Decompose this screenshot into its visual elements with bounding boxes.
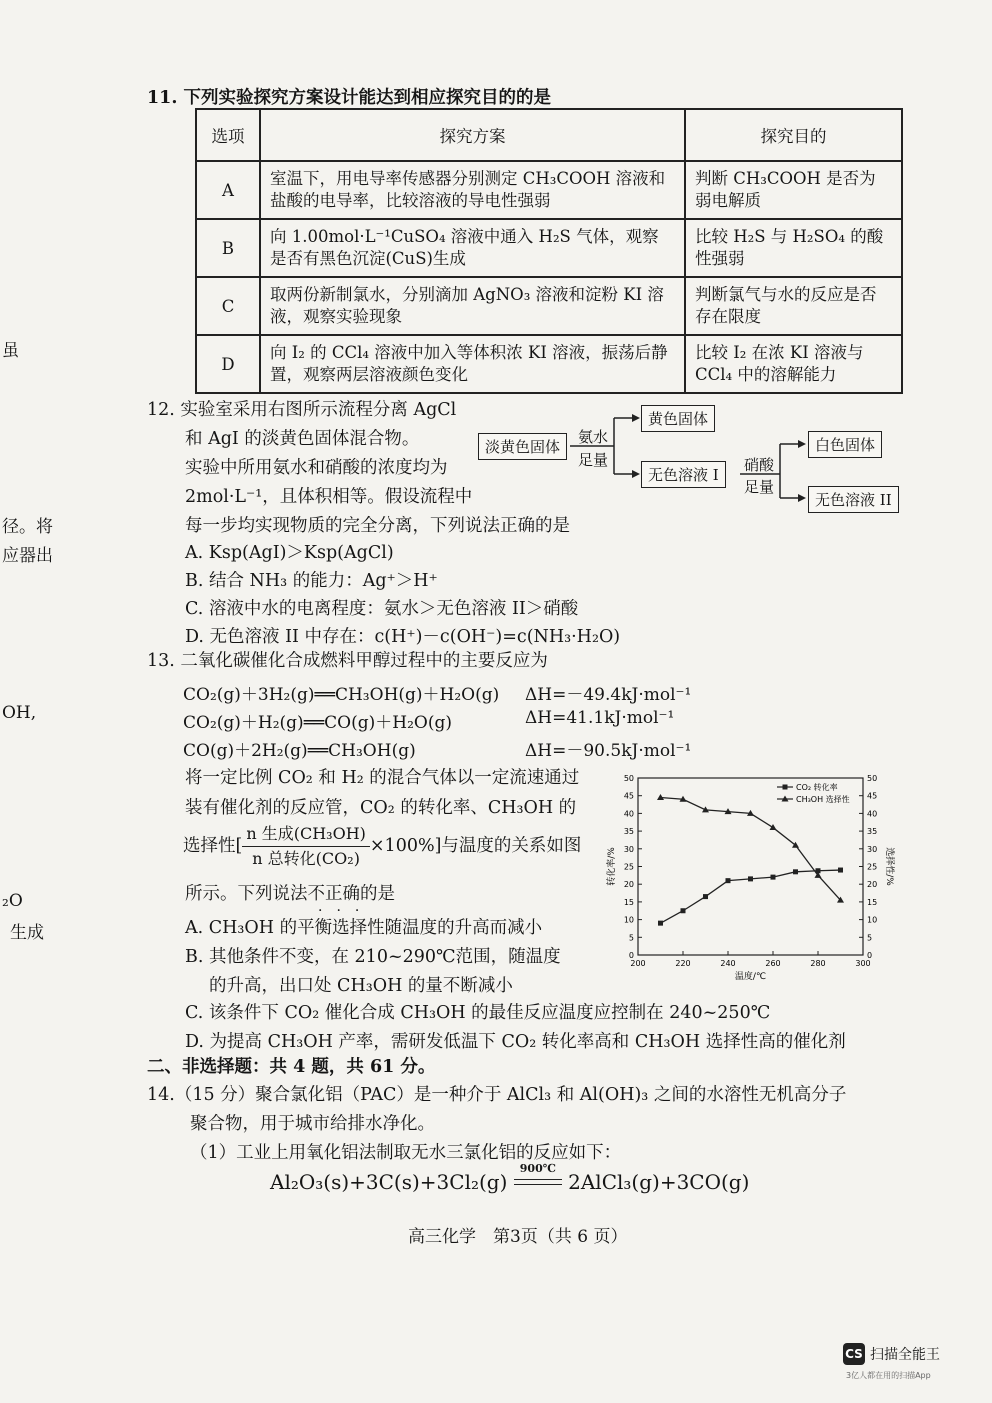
y-tick-label: 5 xyxy=(628,933,634,943)
x-tick-label: 240 xyxy=(720,959,736,968)
legend-label: CH₃OH 选择性 xyxy=(796,795,850,804)
data-point-square xyxy=(681,908,686,913)
y-tick-label-right: 20 xyxy=(867,880,878,890)
x-tick-label: 220 xyxy=(675,959,691,968)
y-tick-label: 15 xyxy=(623,897,634,907)
q13-para: 将一定比例 CO₂ 和 H₂ 的混合气体以一定流速通过 xyxy=(185,768,580,788)
q12-option: A. Ksp(AgI)＞Ksp(AgCl) xyxy=(185,543,394,563)
flow-white-solid-box: 白色固体 xyxy=(808,431,882,458)
eq-line-bottom xyxy=(514,1184,562,1185)
q14-equation xyxy=(270,1161,750,1194)
flow-reagent2-bottom: 足量 xyxy=(744,478,775,496)
equation-left: Al₂O₃(s)+3C(s)+3Cl₂(g) xyxy=(270,1170,508,1194)
flow-start-box: 淡黄色固体 xyxy=(478,433,567,460)
q12-line: 2mol·L⁻¹，且体积相等。假设流程中 xyxy=(185,487,473,507)
y-tick-label: 40 xyxy=(623,809,634,819)
y-axis-label-left: 转化率/% xyxy=(607,847,617,886)
x-tick-label: 280 xyxy=(810,959,826,968)
q12-line: 12. 实验室采用右图所示流程分离 AgCl xyxy=(147,400,457,420)
y-tick-label-right: 5 xyxy=(867,933,873,943)
scanner-name: 扫描全能王 xyxy=(870,1347,940,1363)
q14-line: （1）工业上用氧化铝法制取无水三氯化铝的反应如下： xyxy=(190,1143,622,1163)
q13-reaction-dh: ΔH=－49.4kJ·mol⁻¹ xyxy=(525,685,692,705)
edge-fragment: ₂O xyxy=(2,891,23,911)
q13-reaction-eq: CO(g)＋2H₂(g)══CH₃OH(g) xyxy=(183,741,416,761)
formula-fraction xyxy=(242,822,370,871)
q11-goal: 判断氯气与水的反应是否存在限度 xyxy=(685,277,902,335)
q11-option: A xyxy=(196,161,260,219)
q13-chart xyxy=(598,768,894,988)
flow-reagent1-bottom: 足量 xyxy=(578,451,609,469)
q13-para: 装有催化剂的反应管，CO₂ 的转化率、CH₃OH 的 xyxy=(185,798,577,818)
q11-option: C xyxy=(196,277,260,335)
legend-marker-square xyxy=(783,785,788,790)
q11-plan: 向 I₂ 的 CCl₄ 溶液中加入等体积浓 KI 溶液，振荡后静置，观察两层溶液颜色变化 xyxy=(260,335,685,393)
data-point-square xyxy=(703,894,708,899)
data-point-square xyxy=(793,869,798,874)
q12-option: C. 溶液中水的电离程度：氨水＞无色溶液 II＞硝酸 xyxy=(185,599,579,619)
y-tick-label-right: 30 xyxy=(867,844,878,854)
legend-label: CO₂ 转化率 xyxy=(796,783,838,792)
emphasis-dots: ··· xyxy=(318,903,374,919)
y-tick-label-right: 50 xyxy=(867,774,878,783)
q11-goal: 判断 CH₃COOH 是否为弱电解质 xyxy=(685,161,902,219)
data-point-square xyxy=(838,868,843,873)
edge-fragment: OH, xyxy=(2,703,37,723)
formula-suffix: ×100%]与温度的关系如图 xyxy=(369,836,582,856)
q13-option: A. CH₃OH 的平衡选择性随温度的升高而减小 xyxy=(185,918,543,938)
flow-reagent2-top: 硝酸 xyxy=(744,456,775,474)
y-tick-label-right: 15 xyxy=(867,897,878,907)
edge-fragment: 径。将 xyxy=(2,517,53,537)
edge-fragment: 虽 xyxy=(2,341,19,361)
fraction-numerator: n 生成(CH₃OH) xyxy=(242,822,370,847)
q13-option: D. 为提高 CH₃OH 产率，需研发低温下 CO₂ 转化率高和 CH₃OH 选择性高的催化剂 xyxy=(185,1032,846,1052)
fraction-denominator: n 总转化(CO₂) xyxy=(252,849,360,868)
q12-line: 实验中所用氨水和硝酸的浓度均为 xyxy=(185,458,448,478)
data-point-square xyxy=(748,876,753,881)
q13-selectivity-formula xyxy=(183,822,581,871)
q11-option: B xyxy=(196,219,260,277)
x-tick-label: 200 xyxy=(630,959,646,968)
q11-plan: 取两份新制氯水，分别滴加 AgNO₃ 溶液和淀粉 KI 溶液，观察实验现象 xyxy=(260,277,685,335)
data-point-square xyxy=(771,875,776,880)
q13-para: 所示。下列说法不正确的是 xyxy=(185,884,395,904)
y-tick-label: 0 xyxy=(628,951,634,960)
y-tick-label: 30 xyxy=(623,844,634,854)
scanner-tagline: 3亿人都在用的扫描App xyxy=(846,1371,931,1380)
data-point-square xyxy=(726,878,731,883)
scanner-logo: CS xyxy=(843,1343,865,1365)
y-tick-label-right: 40 xyxy=(867,809,878,819)
q13-option: C. 该条件下 CO₂ 催化合成 CH₃OH 的最佳反应温度应控制在 240~250℃ xyxy=(185,1003,771,1023)
formula-prefix: 选择性[ xyxy=(183,836,243,856)
y-tick-label: 20 xyxy=(623,880,634,890)
y-tick-label: 25 xyxy=(623,862,634,872)
q11-plan: 室温下，用电导率传感器分别测定 CH₃COOH 溶液和盐酸的电导率，比较溶液的导电性强弱 xyxy=(260,161,685,219)
equation-right: 2AlCl₃(g)+3CO(g) xyxy=(568,1170,750,1194)
q11-header-option: 选项 xyxy=(196,109,260,161)
y-tick-label: 10 xyxy=(623,915,634,925)
y-tick-label: 35 xyxy=(623,827,634,837)
q14-line: 14.（15 分）聚合氯化铝（PAC）是一种介于 AlCl₃ 和 Al(OH)₃ 之间的水溶性无机高分子 xyxy=(147,1085,847,1105)
plot-frame xyxy=(638,778,863,955)
q11-plan: 向 1.00mol·L⁻¹CuSO₄ 溶液中通入 H₂S 气体，观察是否有黑色沉淀(CuS)生成 xyxy=(260,219,685,277)
section-heading: 二、非选择题：共 4 题，共 61 分。 xyxy=(147,1057,436,1077)
data-point-triangle xyxy=(770,824,777,830)
x-tick-label: 300 xyxy=(855,959,871,968)
q11-header-goal: 探究目的 xyxy=(685,109,902,161)
y-tick-label-right: 10 xyxy=(867,915,878,925)
equation-arrow xyxy=(514,1161,562,1194)
q12-option: B. 结合 NH₃ 的能力：Ag⁺＞H⁺ xyxy=(185,571,438,591)
q13-reaction-eq: CO₂(g)＋3H₂(g)══CH₃OH(g)＋H₂O(g) xyxy=(183,685,500,705)
flow-solution1-box: 无色溶液 I xyxy=(641,461,726,488)
y-axis-label-right: 选择性/% xyxy=(884,847,894,886)
q13-option: B. 其他条件不变，在 210~290℃范围，随温度 xyxy=(185,947,561,967)
y-tick-label-right: 25 xyxy=(867,862,878,872)
q13-reaction-eq: CO₂(g)＋H₂(g)══CO(g)＋H₂O(g) xyxy=(183,713,452,733)
y-tick-label-right: 45 xyxy=(867,791,878,801)
eq-line-top xyxy=(514,1179,562,1180)
q11-header-plan: 探究方案 xyxy=(260,109,685,161)
edge-fragment: 应器出 xyxy=(2,546,53,566)
flow-solution2-box: 无色溶液 II xyxy=(808,486,899,513)
q13-option-cont: 的升高，出口处 CH₃OH 的量不断减小 xyxy=(209,976,513,996)
q12-line: 和 AgI 的淡黄色固体混合物。 xyxy=(185,429,420,449)
flow-yellow-solid-box: 黄色固体 xyxy=(641,405,715,432)
flow-reagent1-top: 氨水 xyxy=(578,428,609,446)
y-tick-label: 50 xyxy=(623,774,634,783)
q11-goal: 比较 I₂ 在浓 KI 溶液与 CCl₄ 中的溶解能力 xyxy=(685,335,902,393)
q14-line: 聚合物，用于城市给排水净化。 xyxy=(190,1114,435,1134)
q12-line: 每一步均实现物质的完全分离，下列说法正确的是 xyxy=(185,516,570,536)
q11-goal: 比较 H₂S 与 H₂SO₄ 的酸性强弱 xyxy=(685,219,902,277)
flow-arrows xyxy=(0,0,992,560)
data-point-square xyxy=(658,921,663,926)
q11-stem: 11. 下列实验探究方案设计能达到相应探究目的的是 xyxy=(147,88,552,108)
y-tick-label-right: 0 xyxy=(867,951,873,960)
q12-option: D. 无色溶液 II 中存在：c(H⁺)－c(OH⁻)=c(NH₃·H₂O) xyxy=(185,627,621,647)
edge-fragment: 生成 xyxy=(10,923,44,943)
page-footer: 高三化学 第3页（共 6 页） xyxy=(408,1227,628,1247)
y-tick-label-right: 35 xyxy=(867,827,878,837)
q11-option: D xyxy=(196,335,260,393)
x-tick-label: 260 xyxy=(765,959,781,968)
data-point-triangle xyxy=(657,794,664,800)
x-axis-label: 温度/℃ xyxy=(734,972,767,982)
y-tick-label: 45 xyxy=(623,791,634,801)
q13-reaction-dh: ΔH=41.1kJ·mol⁻¹ xyxy=(525,708,675,728)
equation-condition: 900℃ xyxy=(519,1161,556,1175)
q13-reaction-dh: ΔH=－90.5kJ·mol⁻¹ xyxy=(525,741,692,761)
q13-stem: 13. 二氧化碳催化合成燃料甲醇过程中的主要反应为 xyxy=(147,651,548,671)
